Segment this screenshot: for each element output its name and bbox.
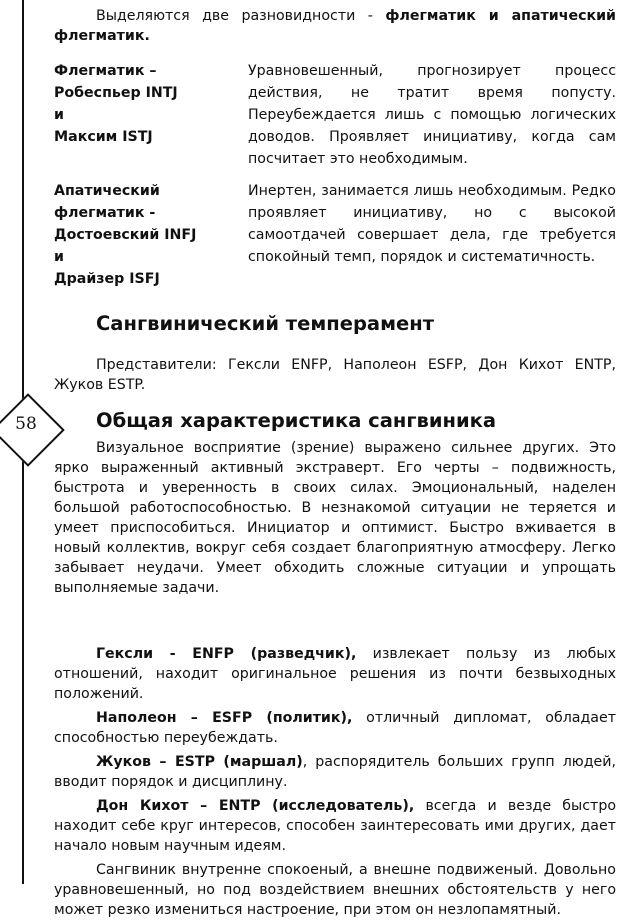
person-name: Гексли - ENFP (разведчик), <box>96 646 357 662</box>
person-paragraph <box>54 752 616 792</box>
person-name: Наполеон – ESFP (политик), <box>96 710 353 726</box>
heading-general: Общая характеристика сангвиника <box>96 409 497 432</box>
representatives-paragraph: Представители: Гексли ENFP, Наполеон ESFP, Дон Кихот ENTP, Жуков ESTP. <box>54 357 616 393</box>
type-description: Инертен, занимается лишь необходимым. Редко проявляет инициативу, но с высокой самоотдачей совершает дела, где требуется спокойный темп, порядок и систематичность. <box>248 183 616 265</box>
type-name: Апатический флегматик - Достоевский INFJ и Драйзер ISFJ <box>54 183 197 287</box>
page-content <box>54 4 616 920</box>
page-number: 58 <box>15 414 37 434</box>
person-paragraph <box>54 796 616 856</box>
intro-text: Выделяются две разновидности - <box>96 8 386 24</box>
type-name: Флегматик – Робеспьер INTJ и Максим ISTJ <box>54 63 178 145</box>
person-text: всегда и везде быстро находит себе круг интересов, способен заинтересовать ими других, дает начало новым научным идеям. <box>54 798 617 854</box>
types-table <box>54 60 616 290</box>
person-text: , распорядитель больших групп людей, вводит порядок и дисциплину. <box>54 754 616 790</box>
intro-bold: флегматик и апатический флегматик. <box>54 8 616 44</box>
person-paragraph <box>54 708 616 748</box>
intro-paragraph <box>54 6 616 46</box>
type-description: Уравновешенный, прогнозирует процесс действия, не тратит время попусту. Переубеждается лишь с помощью логических доводов. Проявляет инициативу, когда сам посчитает это необходимым. <box>248 63 616 167</box>
person-text: отличный дипломат, обладает способностью переубеждать. <box>54 710 616 746</box>
person-paragraph <box>54 644 616 704</box>
person-text: извлекает пользу из любых отношений, находит оригинальное решения из почти безвыходных положений. <box>54 646 616 702</box>
person-name: Дон Кихот – ENTP (исследователь), <box>96 798 415 814</box>
person-name: Жуков – ESTP (маршал) <box>96 754 303 770</box>
closing-paragraph: Сангвиник внутренне спокоеный, а внешне подвиженый. Довольно уравновешенный, но под воздействием внешних обстоятельств у него может резко измениться настроение, при этом он незлопамятный. <box>54 862 616 918</box>
heading-temperament: Сангвинический темперамент <box>96 312 435 335</box>
general-paragraph: Визуальное восприятие (зрение) выражено сильнее других. Это ярко выраженный активный экстраверт. Его черты – подвижность, быстрота и уверенность в своих силах. Эмоциональный, наделен большой работоспособностью. В незнакомой ситуации не теряется и умеет приспособиться. Инициатор и оптимист. Быстро вживается в новый коллектив, вокруг себя создает благоприятную атмосферу. Легко забывает неудачи. Умеет обходить сложные ситуации и упрощать выполняемые задачи. <box>54 440 616 596</box>
